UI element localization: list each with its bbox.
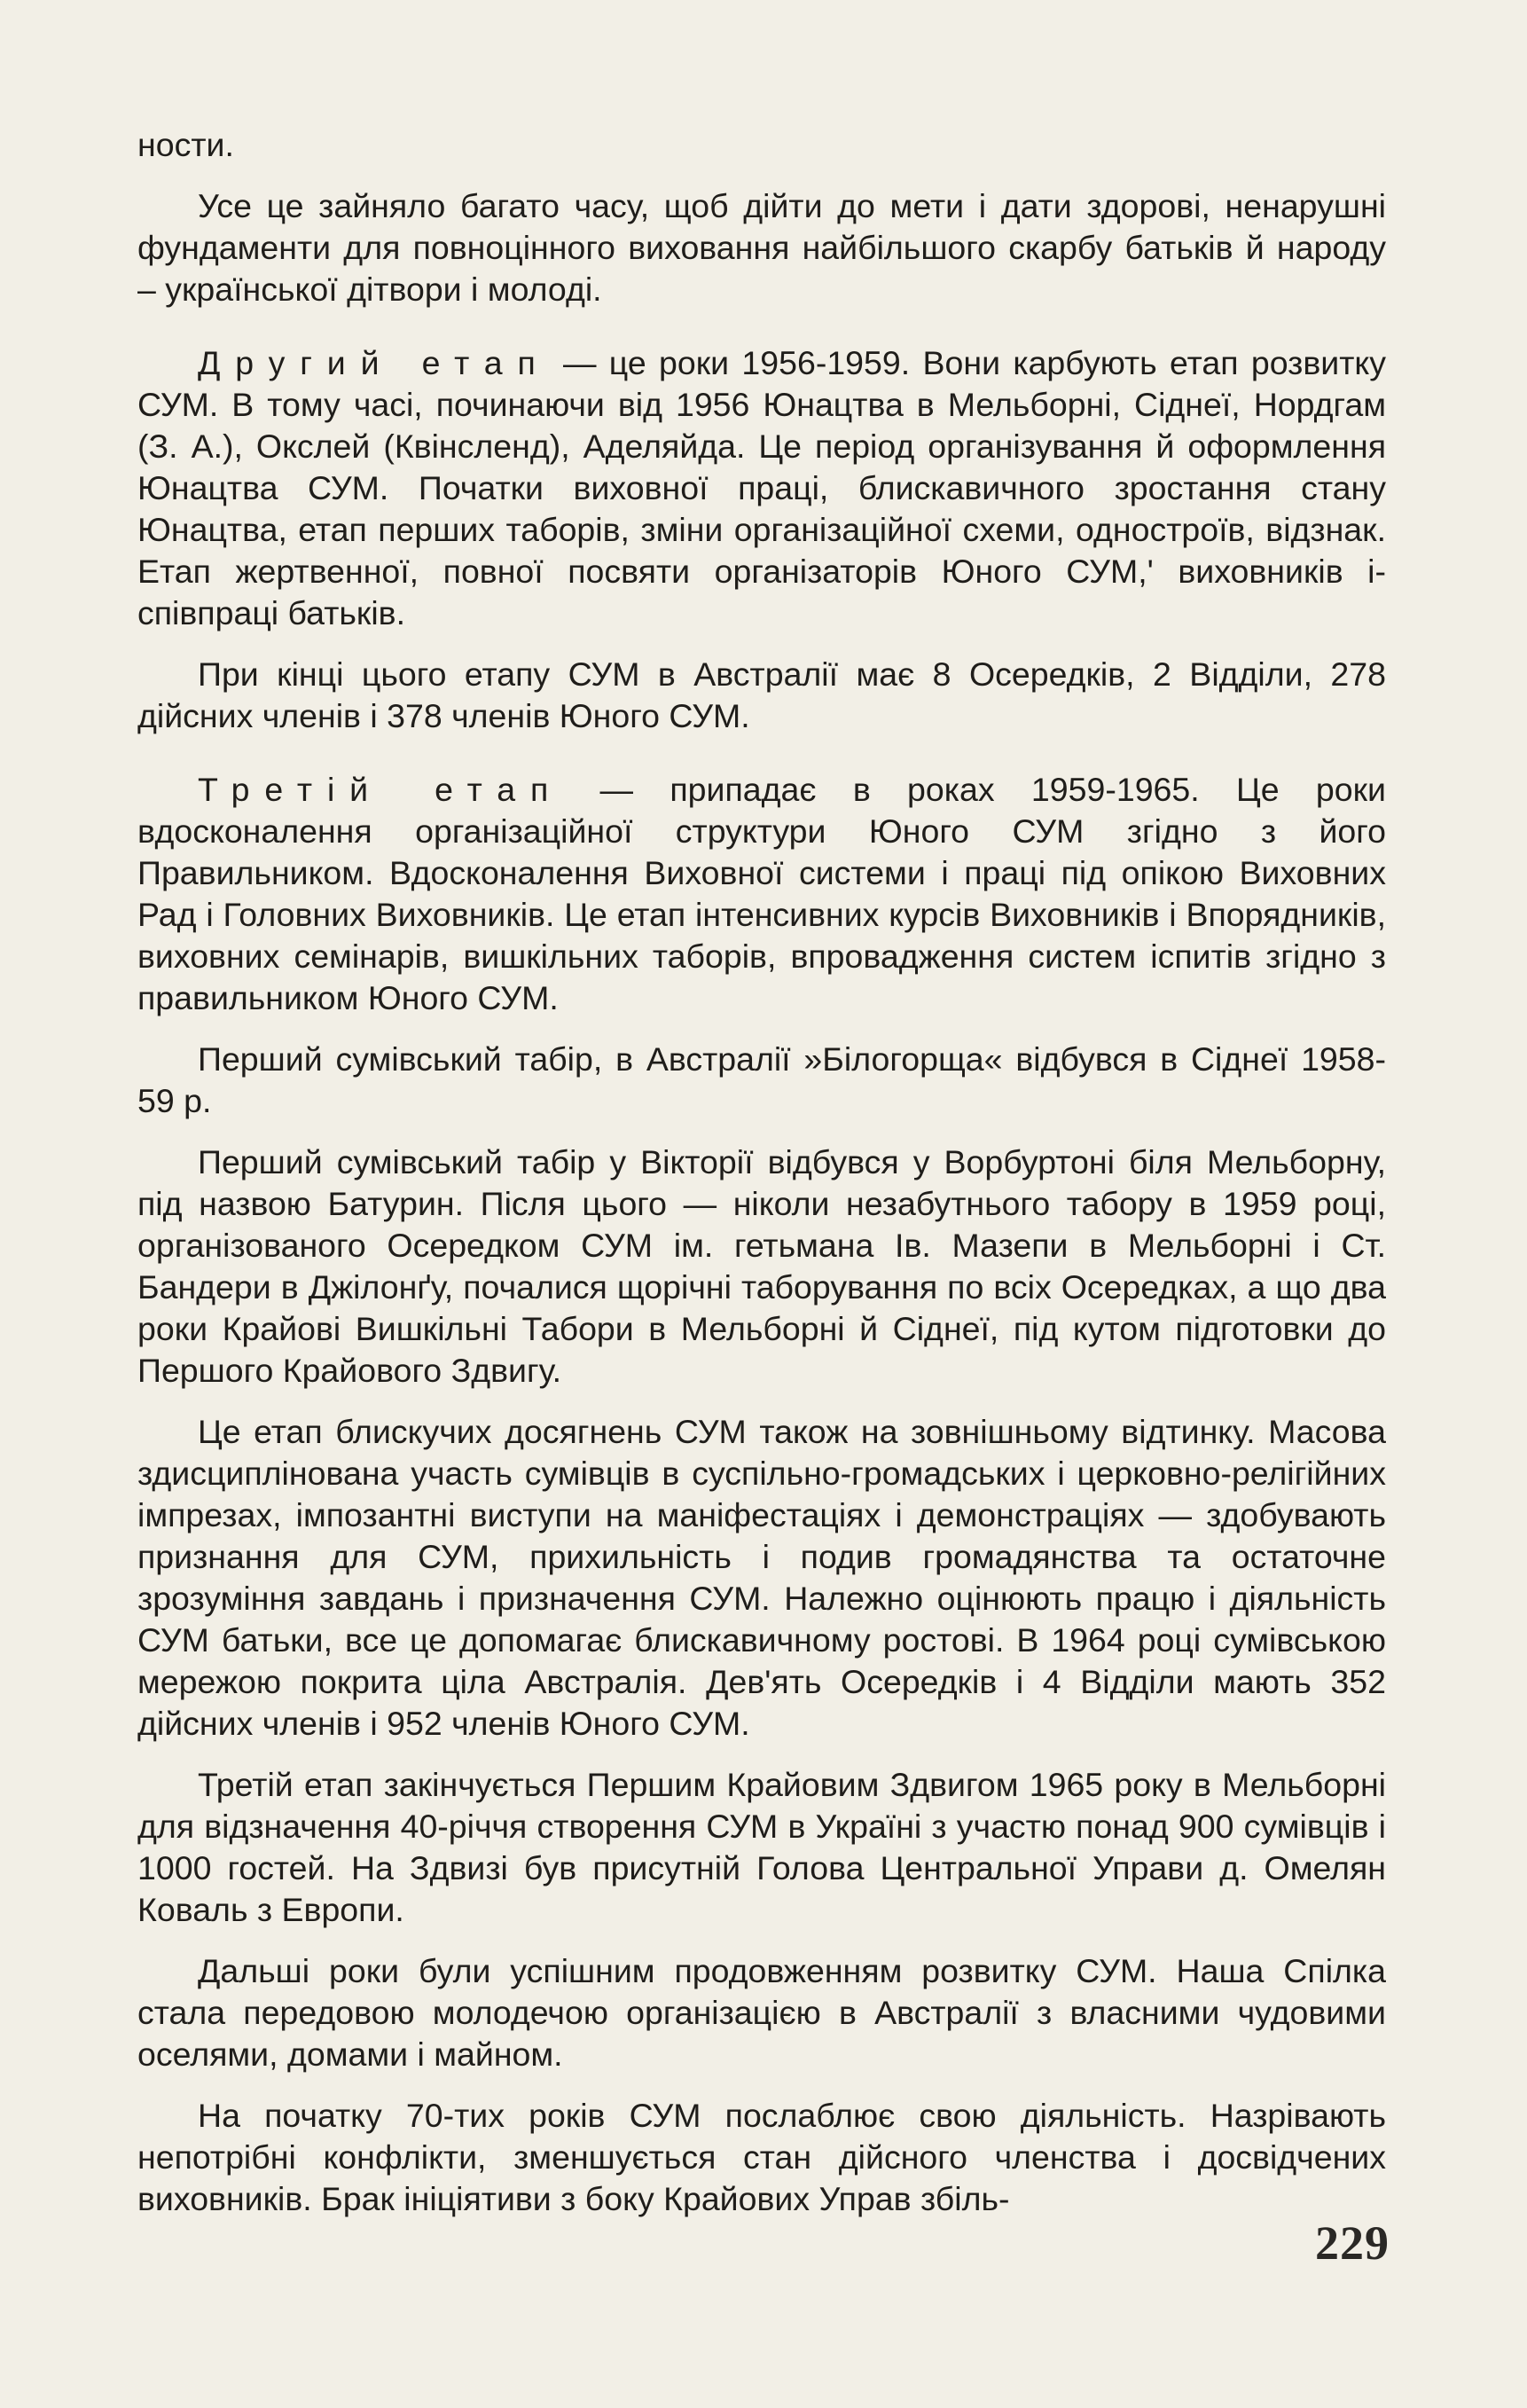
paragraph-8: Третій етап закінчується Першим Крайовим Здвигом 1965 року в Мельборні для відзначення 40-річчя створення СУМ в Україні з участю понад 900 сумівців і 1000 гостей. На Здвизі був присутній Голова Центральної Управи д. Омелян Коваль з Европи. <box>137 1766 1386 1928</box>
third-stage-text: — припадає в роках 1959-1965. Це роки вдосконалення організаційної структури Юного СУМ згідно з його Правильником. Вдосконалення Виховної системи і праці під опікою Виховних Рад і Головних Виховників. Це етап інтенсивних курсів Виховників і Впорядників, виховних семінарів, вишкільних таборів, впровадження систем іспитів згідно з правильником Юного СУМ. <box>137 771 1386 1016</box>
page-number: 229 <box>1315 2216 1390 2270</box>
paragraph-7: Це етап блискучих досягнень СУМ також на зовнішньому відтинку. Масова здисциплінована участь сумівців в суспільно-громадських і церковно-релігійних імпрезах, імпозантні виступи на маніфестаціях і демонстраціях — здобувають признання для СУМ, прихильність і подив громадянства та остаточне зрозуміння завдань і призначення СУМ. Належно оцінюють працю і діяльність СУМ батьки, все це допомагає блискавичному ростові. В 1964 році сумівською мережою покрита ціла Австралія. Дев'ять Осередків і 4 Відділи мають 352 дійсних членів і 952 членів Юного СУМ. <box>137 1413 1386 1742</box>
paragraph-5: Перший сумівський табір, в Австралії »Білогорща« відбувся в Сіднеї 1958-59 р. <box>137 1040 1386 1119</box>
second-stage-text: — це роки 1956-1959. Вони карбують етап розвитку СУМ. В тому часі, починаючи від 1956 Юнацтва в Мельборні, Сіднеї, Нордгам (З. А.), Окслей (Квінсленд), Аделяйда. Це період організування й оформлення Юнацтва СУМ. Початки виховної праці, блискавичного зростання стану Юнацтва, етап перших таборів, зміни організаційної схеми, одностроїв, відзнак. Етап жертвенної, повної посвяти організаторів Юного СУМ,' виховників і-співпраці батьків. <box>137 344 1386 631</box>
paragraph-1: Усе це зайняло багато часу, щоб дійти до мети і дати здорові, ненарушні фундаменти для повноцінного виховання найбільшого скарбу батьків й народу – української дітвори і молоді. <box>137 187 1386 308</box>
third-stage-heading: Третій етап <box>198 771 564 808</box>
paragraph-3: При кінці цього етапу СУМ в Австралії має 8 Осередків, 2 Відділи, 278 дійсних членів і 378 членів Юного СУМ. <box>137 655 1386 734</box>
page-body <box>137 124 1386 2239</box>
paragraph-continuation: ности. <box>137 126 234 163</box>
paragraph-third-stage <box>137 769 1386 1019</box>
paragraph-9: Дальші роки були успішним продовженням розвитку СУМ. Наша Спілка стала передовою молодечою організацією в Австралії з власними чудовими оселями, домами і майном. <box>137 1952 1386 2073</box>
paragraph-second-stage <box>137 342 1386 634</box>
paragraph-10: На початку 70-тих років СУМ послаблює свою діяльність. Назрівають непотрібні конфлікти, зменшується стан дійсного членства і досвідчених виховників. Брак ініціятиви з боку Крайових Управ збіль- <box>137 2097 1386 2217</box>
paragraph-6: Перший сумівський табір у Вікторії відбувся у Ворбуртоні біля Мельборну, під назвою Батурин. Після цього — ніколи незабутнього табору в 1959 році, організованого Осередком СУМ ім. гетьмана Ів. Мазепи в Мельборні і Ст. Бандери в Джілонґу, почалися щорічні таборування по всіх Осередках, а що два роки Крайові Вишкільні Табори в Мельборні й Сіднеї, під кутом підготовки до Першого Крайового Здвигу. <box>137 1143 1386 1389</box>
second-stage-heading: Другий етап <box>198 344 551 381</box>
